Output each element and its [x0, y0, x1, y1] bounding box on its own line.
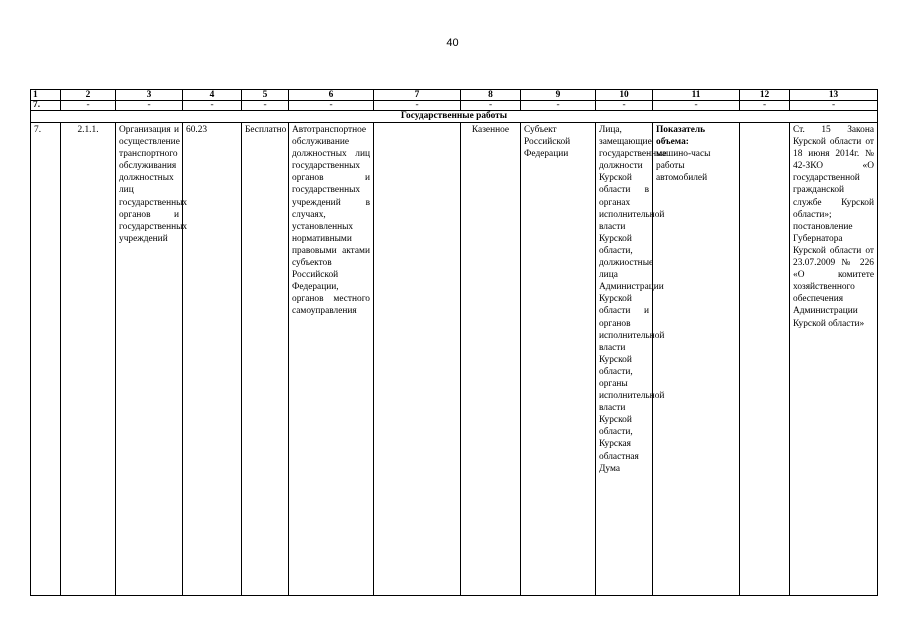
row-number: 7. [31, 123, 61, 596]
dash-row [31, 101, 878, 111]
page-number: 40 [446, 37, 459, 49]
table-cell: - [521, 101, 596, 111]
table-cell [374, 123, 461, 596]
okved-code: 60.23 [183, 123, 242, 596]
table-cell [740, 123, 790, 596]
service-code: 2.1.1. [61, 123, 116, 596]
legal-basis: Ст. 15 Закона Курской области от 18 июня 2014г. № 42-ЗКО «О государственной гражданской службе Курской области»; постановление Губернатора Курской области от 23.07.2009 № 226 «О комитете хозяйственного обеспечения Администрации Курской области» [790, 123, 878, 596]
indicator-text: машино-часы работы автомобилей [656, 149, 711, 184]
column-number: 2 [61, 90, 116, 101]
section-title: Государственные работы [31, 111, 878, 123]
services-table [30, 89, 878, 596]
founder: Субъект Российской Федерации [521, 123, 596, 596]
table-row [31, 123, 878, 596]
table-cell: - [790, 101, 878, 111]
table-cell: - [61, 101, 116, 111]
table-cell: - [183, 101, 242, 111]
column-number-row [31, 90, 878, 101]
column-number: 7 [374, 90, 461, 101]
indicator-heading: Показатель объема: [656, 125, 706, 148]
table-cell: - [116, 101, 183, 111]
payment-type: Бесплатно [242, 123, 289, 596]
table-cell: - [653, 101, 740, 111]
table-cell: - [289, 101, 374, 111]
column-number: 9 [521, 90, 596, 101]
table-cell: - [740, 101, 790, 111]
table-cell: 7. [31, 101, 61, 111]
column-number: 6 [289, 90, 374, 101]
table-cell: - [461, 101, 521, 111]
column-number: 10 [596, 90, 653, 101]
table-cell: - [242, 101, 289, 111]
column-number: 1 [31, 90, 61, 101]
column-number: 11 [653, 90, 740, 101]
column-number: 13 [790, 90, 878, 101]
volume-indicator [653, 123, 740, 596]
column-number: 3 [116, 90, 183, 101]
work-content: Автотранспортное обслуживание должностных лиц государственных органов и государственных учреждений в случаях, установленных нормативными правовыми актами субъектов Российской Федерации, органов местного самоуправления [289, 123, 374, 596]
column-number: 5 [242, 90, 289, 101]
column-number: 12 [740, 90, 790, 101]
table-cell: - [374, 101, 461, 111]
table-cell: - [596, 101, 653, 111]
consumers: Лица, замещающие государственные должности Курской области в органах исполнительной власти Курской области, должиостные лица Администрации Курской области и органов исполнительной власти Курской области, органы исполнительной власти Курской области, Курская областная Дума [596, 123, 653, 596]
service-name: Организация и осуществление транспортного обслуживания должностных лиц государственных органов и государственных учреждений [116, 123, 183, 596]
column-number: 4 [183, 90, 242, 101]
institution-type: Казенное [461, 123, 521, 596]
column-number: 8 [461, 90, 521, 101]
section-row [31, 111, 878, 123]
